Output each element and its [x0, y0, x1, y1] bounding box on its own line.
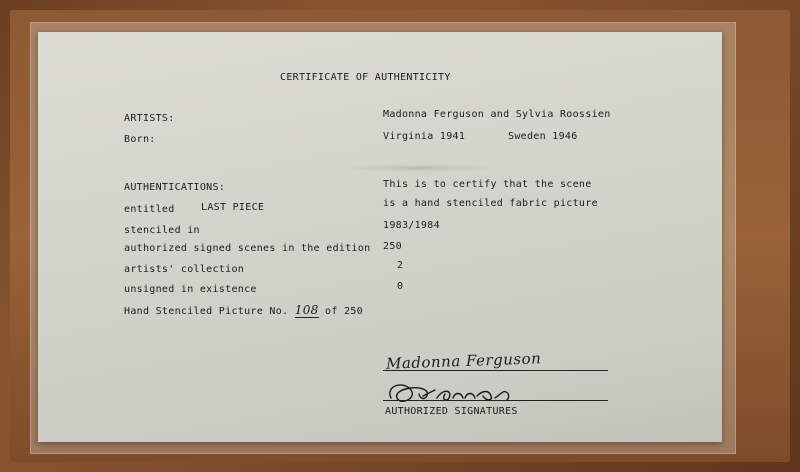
certificate-paper: [38, 32, 722, 442]
edition-value: 250: [383, 241, 402, 252]
born-label: Born:: [124, 134, 156, 145]
picture-number-label: Hand Stenciled Picture No.: [124, 306, 289, 317]
stenciled-label: stenciled in: [124, 225, 200, 236]
artists-label: ARTISTS:: [124, 113, 175, 124]
edition-label: authorized signed scenes in the edition: [124, 243, 371, 254]
unsigned-value: 0: [397, 281, 404, 292]
picture-number-of: of 250: [325, 306, 363, 317]
born-place-sweden: Sweden 1946: [508, 131, 578, 142]
born-place-virginia: Virginia 1941: [383, 131, 466, 142]
certify-line-1: This is to certify that the scene: [383, 179, 592, 190]
collection-label: artists' collection: [124, 264, 245, 275]
certify-line-2: is a hand stenciled fabric picture: [383, 198, 598, 209]
authorized-signatures-label: AUTHORIZED SIGNATURES: [385, 406, 518, 417]
signature-line-2: [383, 400, 608, 401]
picture-number-value: 108: [294, 303, 319, 317]
authentications-label: AUTHENTICATIONS:: [124, 182, 226, 193]
signature-madonna: Madonna Ferguson: [385, 349, 542, 373]
paper-crease: [338, 164, 498, 172]
stenciled-value: 1983/1984: [383, 220, 440, 231]
picture-number-row: [124, 303, 363, 318]
artists-value: Madonna Ferguson and Sylvia Roossien: [383, 109, 611, 120]
entitled-label: entitled: [124, 204, 175, 215]
entitled-value: LAST PIECE: [201, 202, 265, 213]
certificate-title: CERTIFICATE OF AUTHENTICITY: [280, 72, 451, 83]
signature-line-1: [383, 370, 608, 371]
signature-sylvia: [383, 376, 543, 410]
unsigned-label: unsigned in existence: [124, 284, 257, 295]
collection-value: 2: [397, 260, 404, 271]
